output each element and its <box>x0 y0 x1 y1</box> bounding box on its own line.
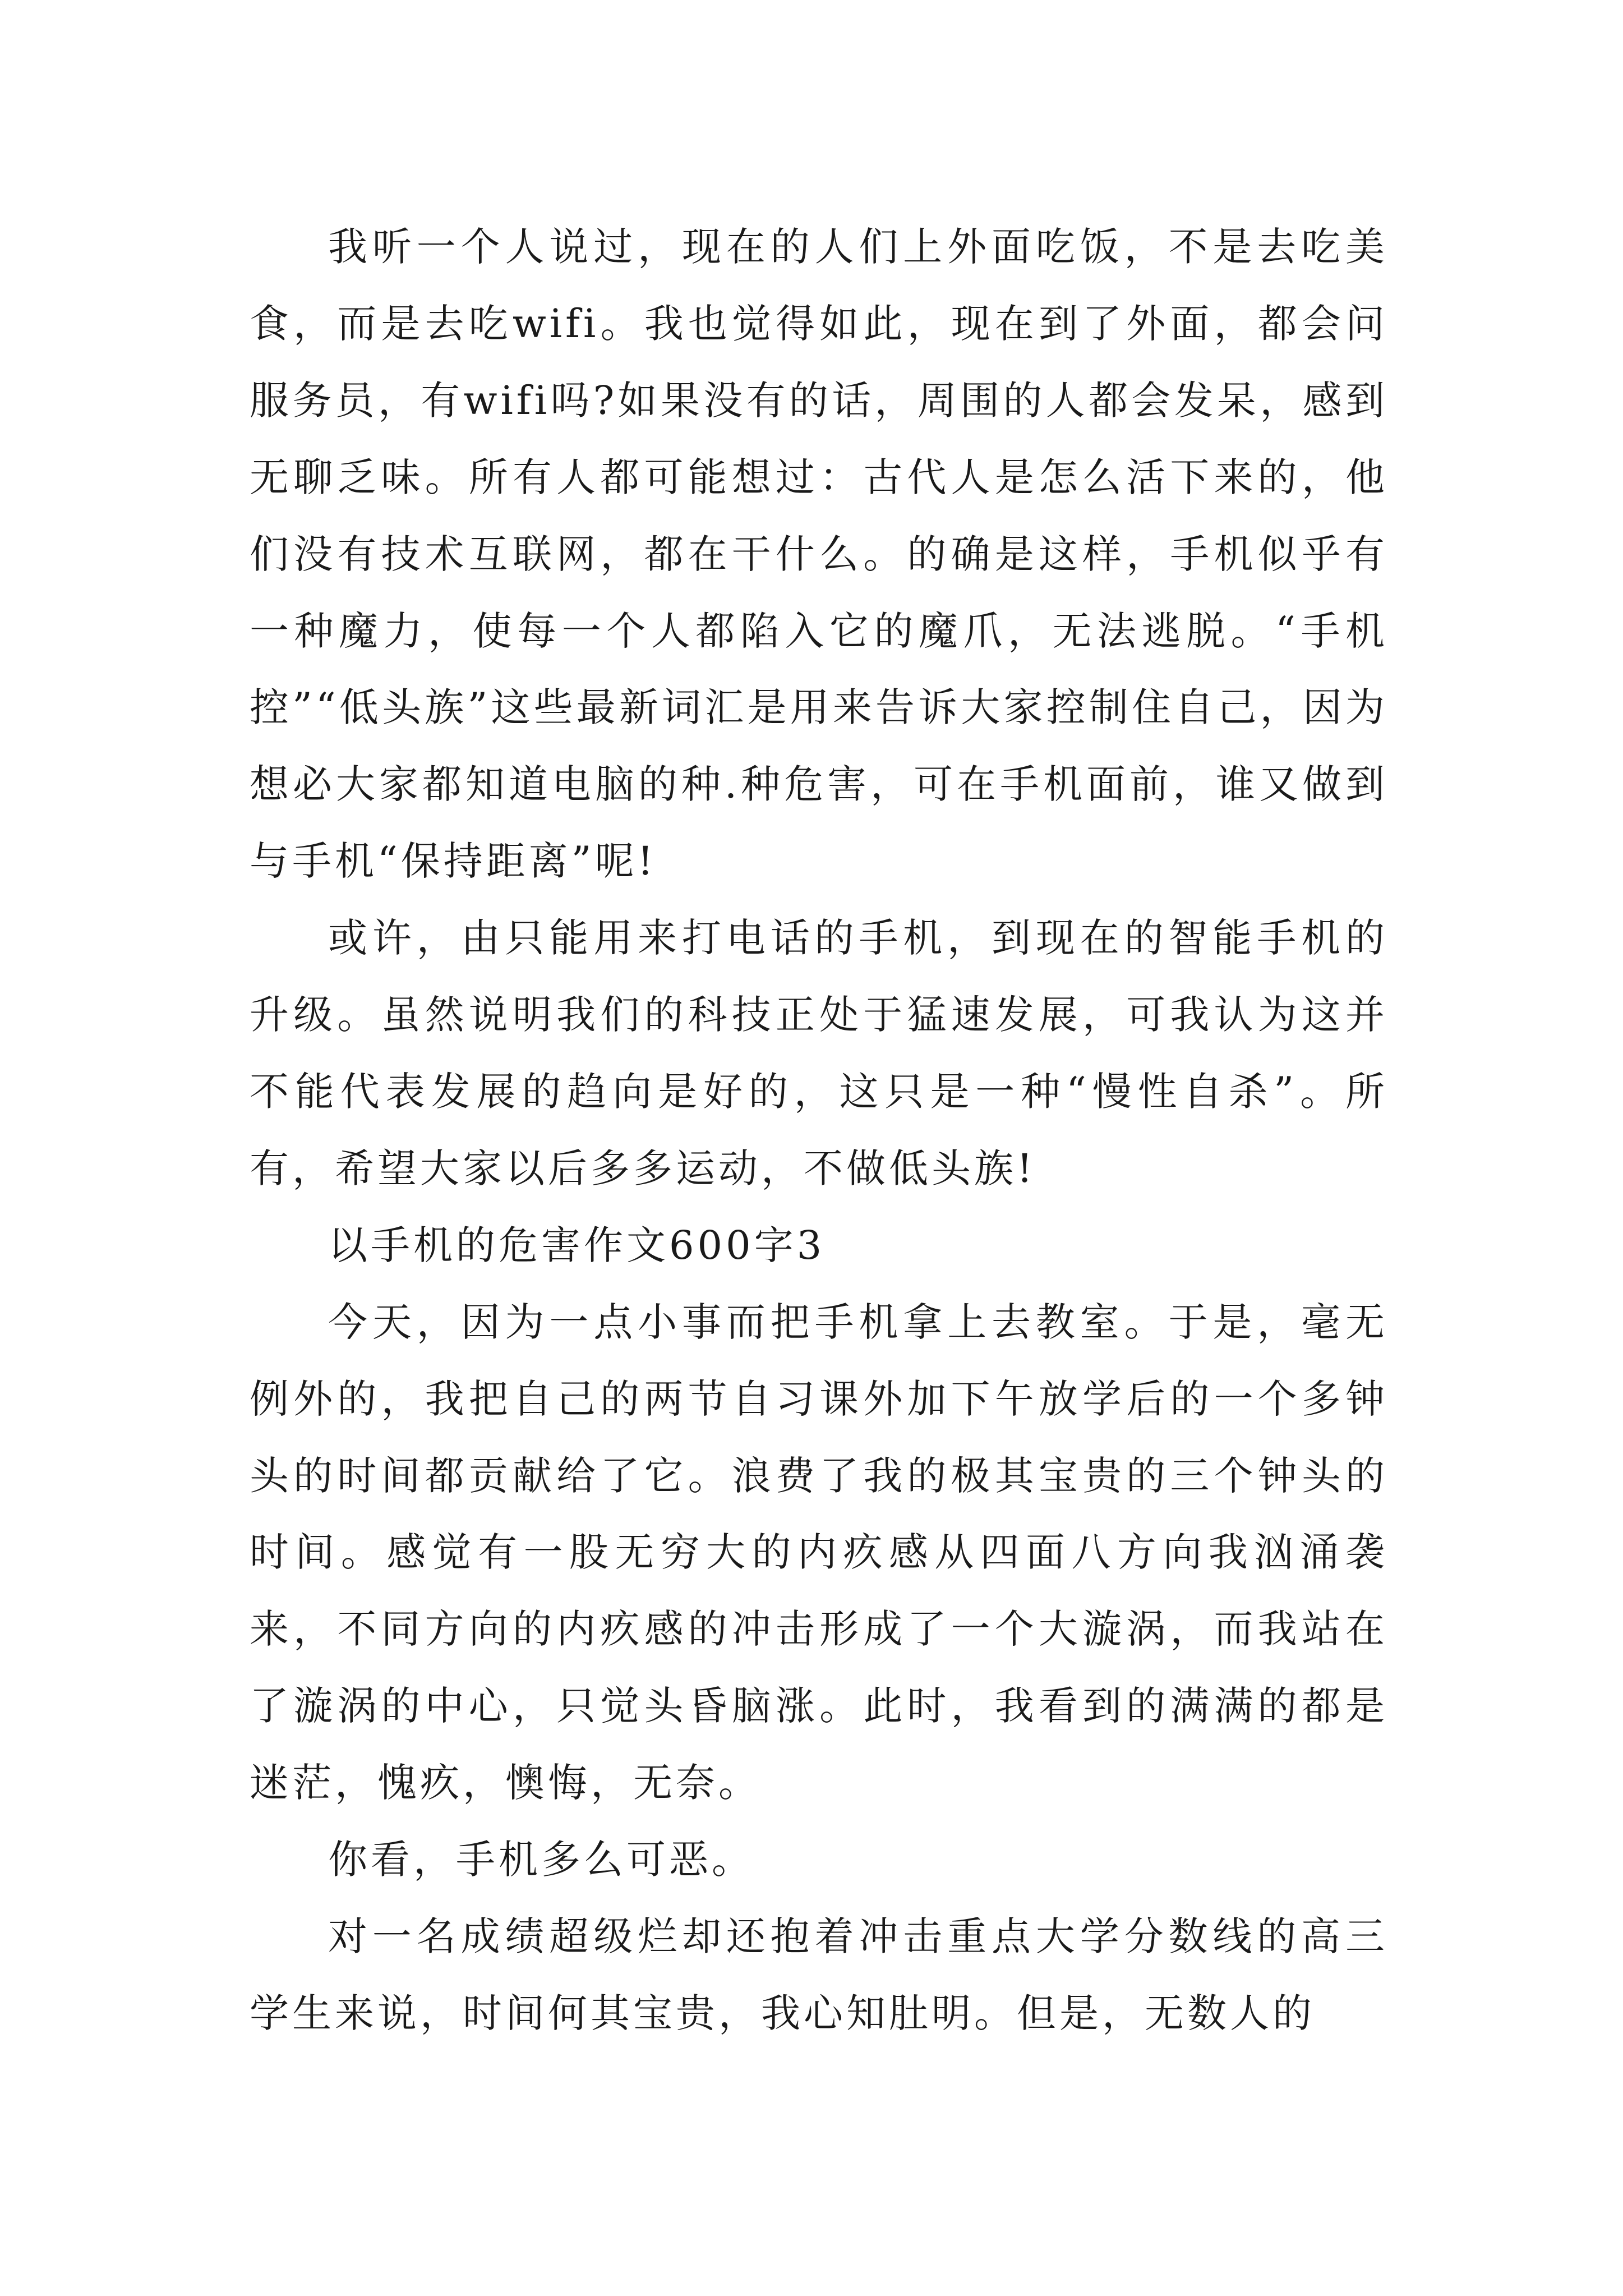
paragraph-senior-student: 对一名成绩超级烂却还抱着冲击重点大学分数线的高三学生来说，时间何其宝贵，我心知肚明。但是，无数人的 <box>250 1913 1388 2036</box>
paragraph-hateful: 你看，手机多么可恶。 <box>328 1837 754 1883</box>
paragraph-today: 今天，因为一点小事而把手机拿上去教室。于是，毫无例外的，我把自己的两节自习课外加下午放学后的一个多钟头的时间都贡献给了它。浪费了我的极其宝贵的三个钟头的时间。感觉有一股无穷大的内疚感从四面八方向我汹涌袭来，不同方向的内疚感的冲击形成了一个大漩涡，而我站在了漩涡的中心，只觉头昏脑涨。此时，我看到的满满的都是迷茫，愧疚，懊悔，无奈。 <box>250 1299 1388 1806</box>
essay-heading: 以手机的危害作文600字3 <box>328 1222 826 1268</box>
paragraph-upgrade: 或许，由只能用来打电话的手机，到现在的智能手机的升级。虽然说明我们的科技正处于猛速发展，可我认为这并不能代表发展的趋向是好的，这只是一种“慢性自杀”。所有，希望大家以后多多运动，不做低头族! <box>250 915 1388 1191</box>
essay-body <box>250 209 1388 2052</box>
paragraph-wifi: 我听一个人说过，现在的人们上外面吃饭，不是去吃美食，而是去吃wifi。我也觉得如此，现在到了外面，都会问服务员，有wifi吗?如果没有的话，周围的人都会发呆，感到无聊乏味。所有人都可能想过：古代人是怎么活下来的，他们没有技术互联网，都在干什么。的确是这样，手机似乎有一种魔力，使每一个人都陷入它的魔爪，无法逃脱。“手机控”“低头族”这些最新词汇是用来告诉大家控制住自己，因为想必大家都知道电脑的种.种危害，可在手机面前，谁又做到与手机“保持距离”呢! <box>250 224 1388 885</box>
